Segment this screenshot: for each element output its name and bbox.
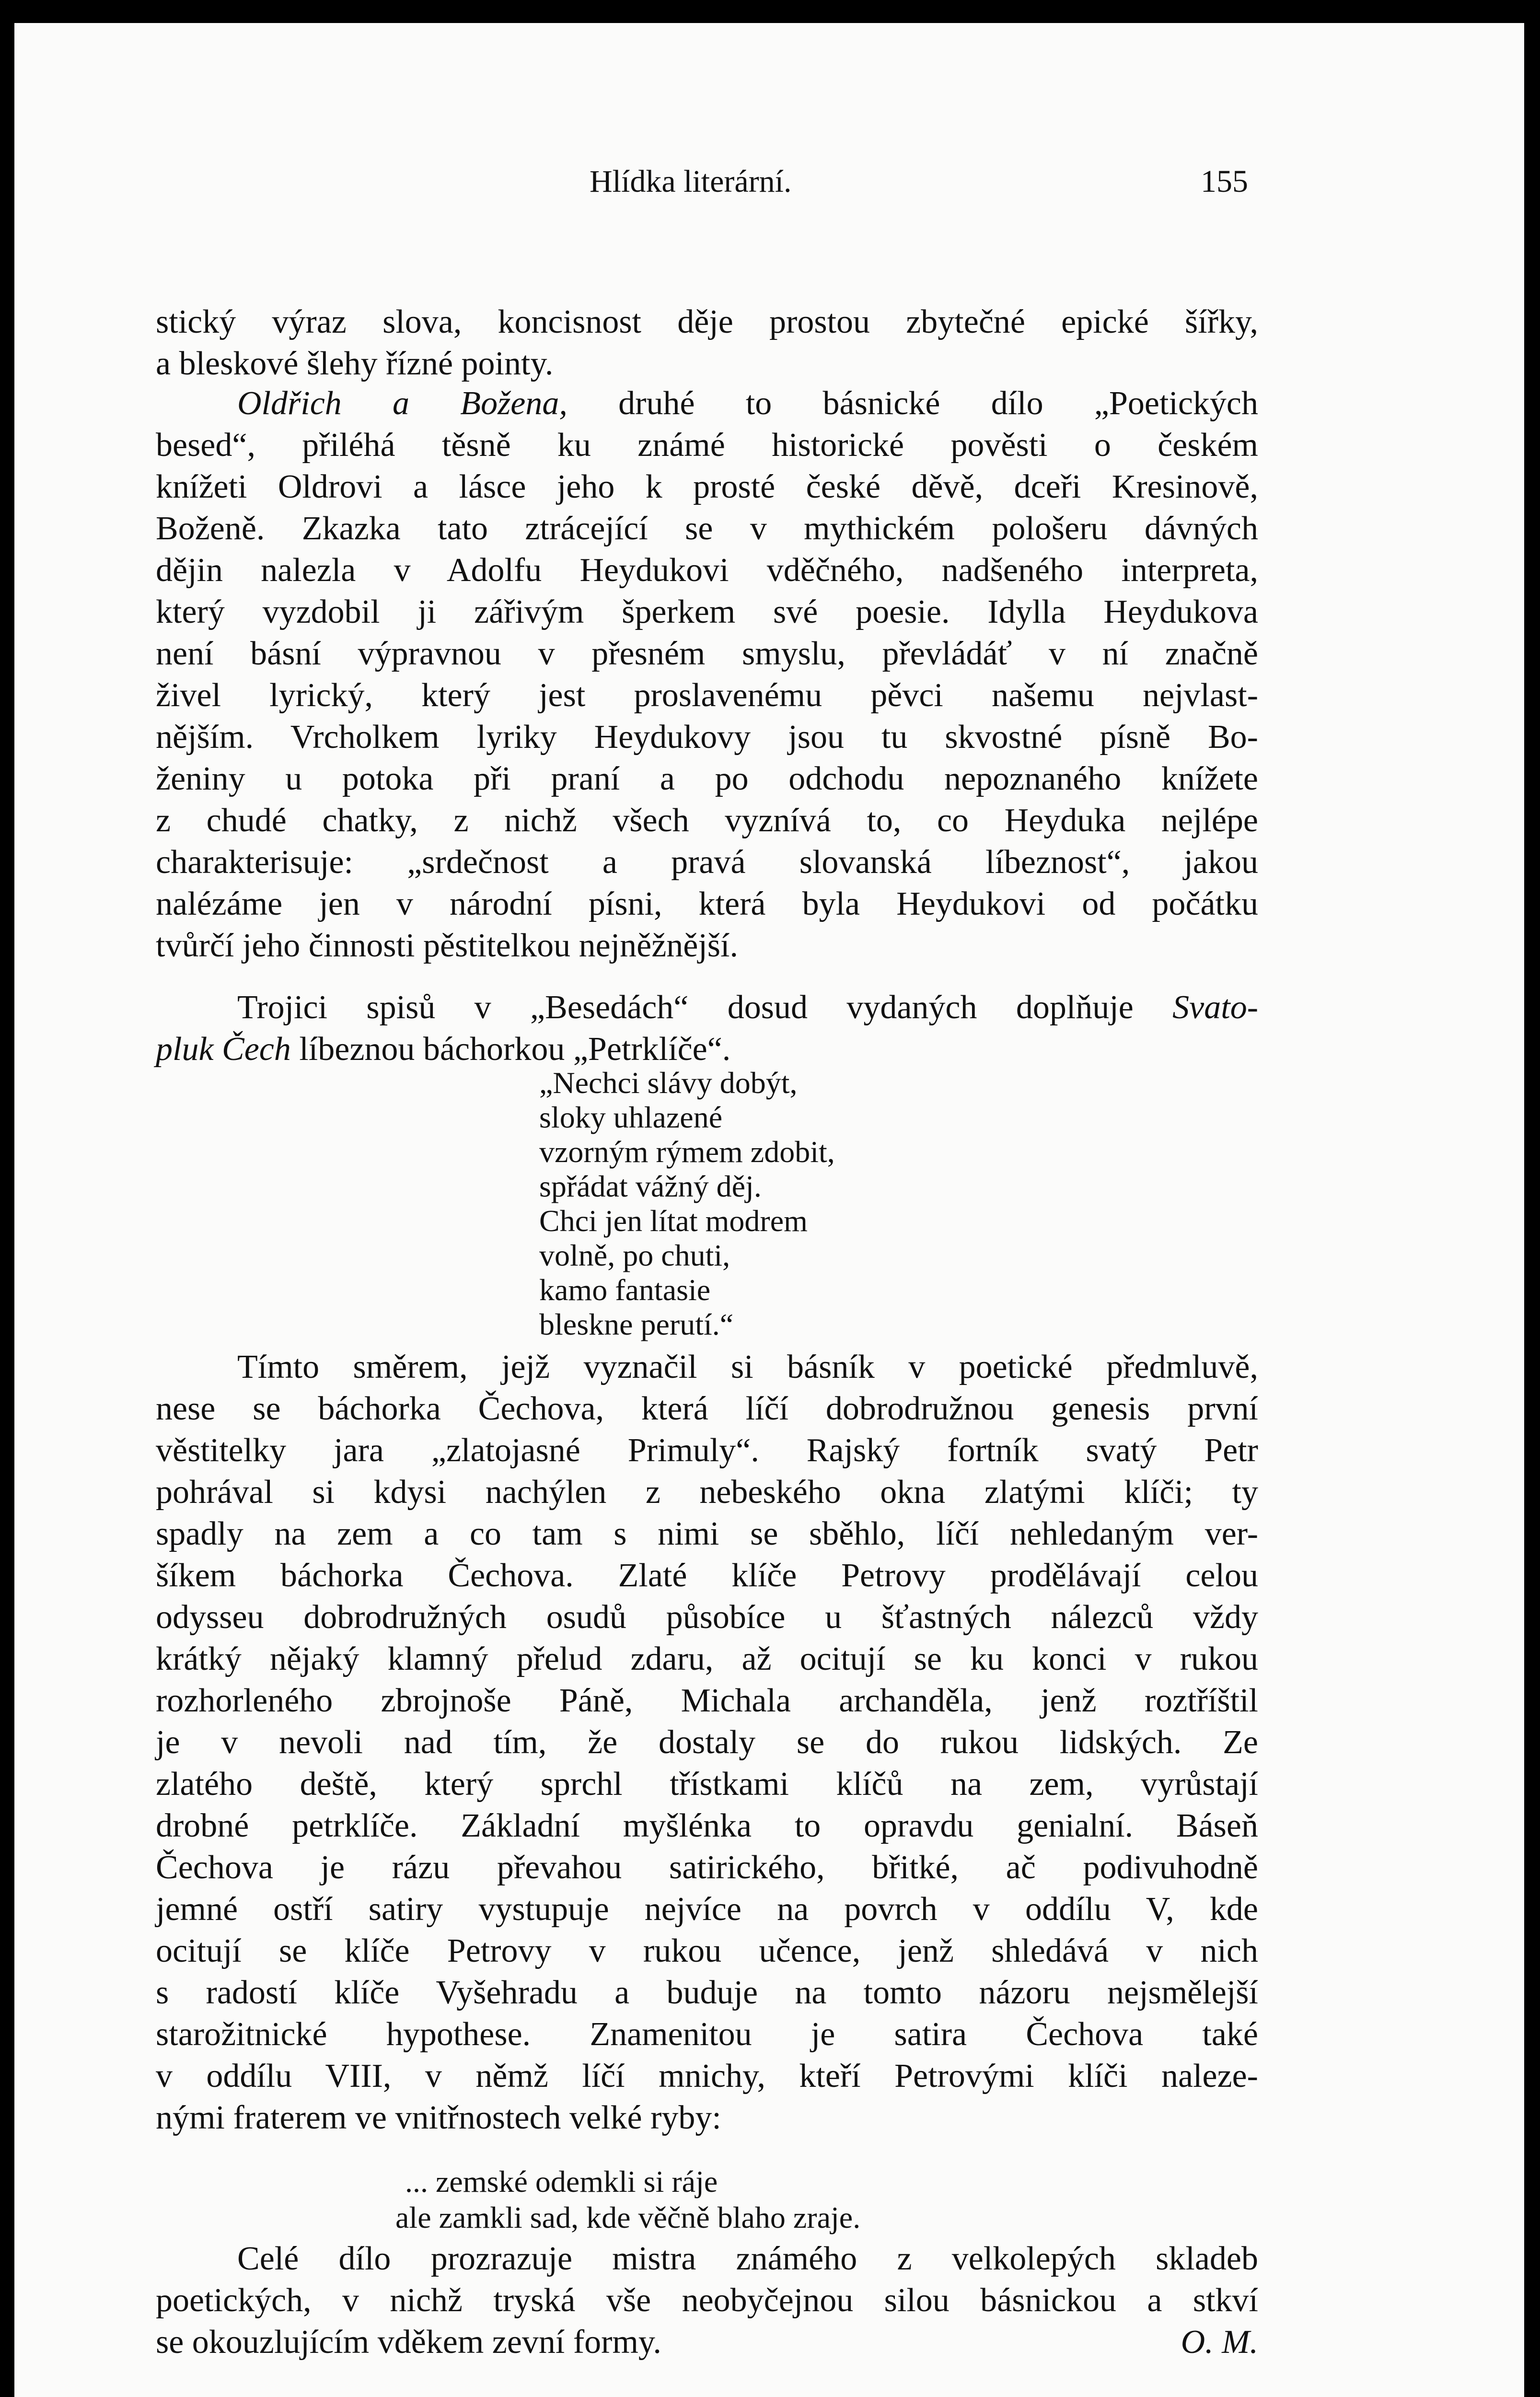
text-line: s radostí klíče Vyšehradu a buduje na tomto názoru nejsmělejší [156, 1974, 1258, 2011]
text-fragment: líbeznou báchorkou „Petrklíče“. [290, 1031, 731, 1068]
verse-line: vzorným rýmem zdobit, [539, 1135, 835, 1169]
text-line: krátký nějaký klamný přelud zdaru, až ocitují se ku konci v rukou [156, 1641, 1258, 1677]
paragraph-3 [156, 987, 1258, 1070]
text-line: a bleskové šlehy řízné pointy. [156, 345, 554, 382]
text-line: nalézáme jen v národní písni, která byla Heydukovi od počátku [156, 885, 1258, 922]
verse-quotation [539, 1066, 835, 1342]
text-line: odysseu dobrodružných osudů působíce u šťastných nálezců vždy [156, 1599, 1258, 1636]
author-name-italic: pluk Čech [156, 1031, 291, 1068]
text-line: pohrával si kdysi nachýlen z nebeského okna zlatými klíči; ty [156, 1474, 1258, 1511]
text-line: z chudé chatky, z nichž všech vyznívá to, co Heyduka nejlépe [156, 802, 1258, 839]
text-line: rozhorleného zbrojnoše Páně, Michala archanděla, jenž roztříštil [156, 1682, 1258, 1719]
paragraph-4 [156, 1346, 1258, 2139]
text-line: se okouzlujícím vděkem zevní formy. [156, 2324, 661, 2361]
text-line: nese se báchorka Čechova, která líčí dobrodružnou genesis první [156, 1390, 1258, 1427]
text-line: stický výraz slova, koncisnost děje prostou zbytečné epické šířky, [156, 303, 1258, 340]
text-line: Celé dílo prozrazuje mistra známého z velkolepých skladeb [237, 2240, 1258, 2277]
text-line [156, 1028, 1258, 1070]
text-line: Boženě. Zkazka tato ztrácející se v mythickém pološeru dávných [156, 510, 1258, 547]
paragraph-2 [156, 383, 1258, 966]
text-line: tvůrčí jeho činnosti pěstitelkou nejněžnější. [156, 927, 738, 964]
text-fragment: druhé to básnické dílo „Poetických [567, 385, 1259, 422]
text-line: ženiny u potoka při praní a po odchodu nepoznaného knížete [156, 760, 1258, 797]
text-line: v oddílu VIII, v němž líčí mnichy, kteří Petrovými klíči naleze- [156, 2058, 1258, 2094]
work-title-italic: Oldřich a Božena, [237, 385, 567, 422]
text-line: Tímto směrem, jejž vyznačil si básník v poetické předmluvě, [237, 1349, 1258, 1385]
short-quotation [395, 2164, 860, 2235]
text-line: starožitnické hypothese. Znamenitou je satira Čechova také [156, 2016, 1258, 2053]
text-line: je v nevoli nad tím, že dostaly se do rukou lidských. Ze [156, 1724, 1258, 1761]
author-signature: O. M. [1181, 2324, 1258, 2361]
running-header-title: Hlídka literární. [590, 164, 792, 199]
text-line: ocitují se klíče Petrovy v rukou učence, jenž shledává v nich [156, 1932, 1258, 1969]
text-line: drobné petrklíče. Základní myšlénka to opravdu genialní. Báseň [156, 1807, 1258, 1844]
text-line: nými fraterem ve vnitřnostech velké ryby: [156, 2099, 721, 2136]
closing-line [156, 2321, 1258, 2363]
text-line: poetických, v nichž tryská vše neobyčejnou silou básnickou a stkví [156, 2282, 1258, 2319]
verse-line: volně, po chuti, [539, 1238, 730, 1272]
paragraph-5 [156, 2238, 1258, 2321]
text-line: nějším. Vrcholkem lyriky Heydukovy jsou tu skvostné písně Bo- [156, 719, 1258, 756]
verse-line: bleskne perutí.“ [539, 1307, 734, 1341]
verse-line: spřádat vážný děj. [539, 1169, 762, 1203]
text-line: živel lyrický, který jest proslavenému pěvci našemu nejvlast- [156, 677, 1258, 714]
quotation-line: ... zemské odemkli si ráje [405, 2164, 718, 2199]
verse-line: „Nechci slávy dobýt, [539, 1066, 798, 1100]
text-line: charakterisuje: „srdečnost a pravá slovanská líbeznost“, jakou [156, 844, 1258, 881]
text-line [156, 987, 1258, 1028]
text-line: besed“, přiléhá těsně ku známé historické pověsti o českém [156, 427, 1258, 464]
text-line: není básní výpravnou v přesném smyslu, převládáť v ní značně [156, 635, 1258, 672]
text-line: Čechova je rázu převahou satirického, břitké, ač podivuhodně [156, 1849, 1258, 1886]
text-line: dějin nalezla v Adolfu Heydukovi vděčného, nadšeného interpreta, [156, 552, 1258, 589]
text-line: jemné ostří satiry vystupuje nejvíce na povrch v oddílu V, kde [156, 1891, 1258, 1928]
text-fragment: Trojici spisů v „Besedách“ dosud vydaných doplňuje [237, 989, 1173, 1026]
quotation-line: ale zamkli sad, kde věčně blaho zraje. [395, 2200, 861, 2234]
verse-line: sloky uhlazené [539, 1100, 723, 1134]
paragraph-1 [156, 301, 1258, 384]
page-number: 155 [1201, 164, 1248, 199]
author-name-italic: Svato- [1172, 989, 1258, 1026]
verse-line: Chci jen lítat modrem [539, 1204, 808, 1238]
text-line: zlatého deště, který sprchl třístkami klíčů na zem, vyrůstají [156, 1766, 1258, 1803]
text-line: spadly na zem a co tam s nimi se sběhlo, líčí nehledaným ver- [156, 1515, 1258, 1552]
verse-line: kamo fantasie [539, 1273, 711, 1307]
text-line [156, 383, 1258, 424]
book-page [14, 23, 1524, 2397]
text-line: šíkem báchorka Čechova. Zlaté klíče Petrovy prodělávají celou [156, 1557, 1258, 1594]
text-line: který vyzdobil ji zářivým šperkem své poesie. Idylla Heydukova [156, 593, 1258, 630]
text-line: věstitelky jara „zlatojasné Primuly“. Rajský fortník svatý Petr [156, 1432, 1258, 1469]
text-line: knížeti Oldrovi a lásce jeho k prosté české děvě, dceři Kresinově, [156, 468, 1258, 505]
